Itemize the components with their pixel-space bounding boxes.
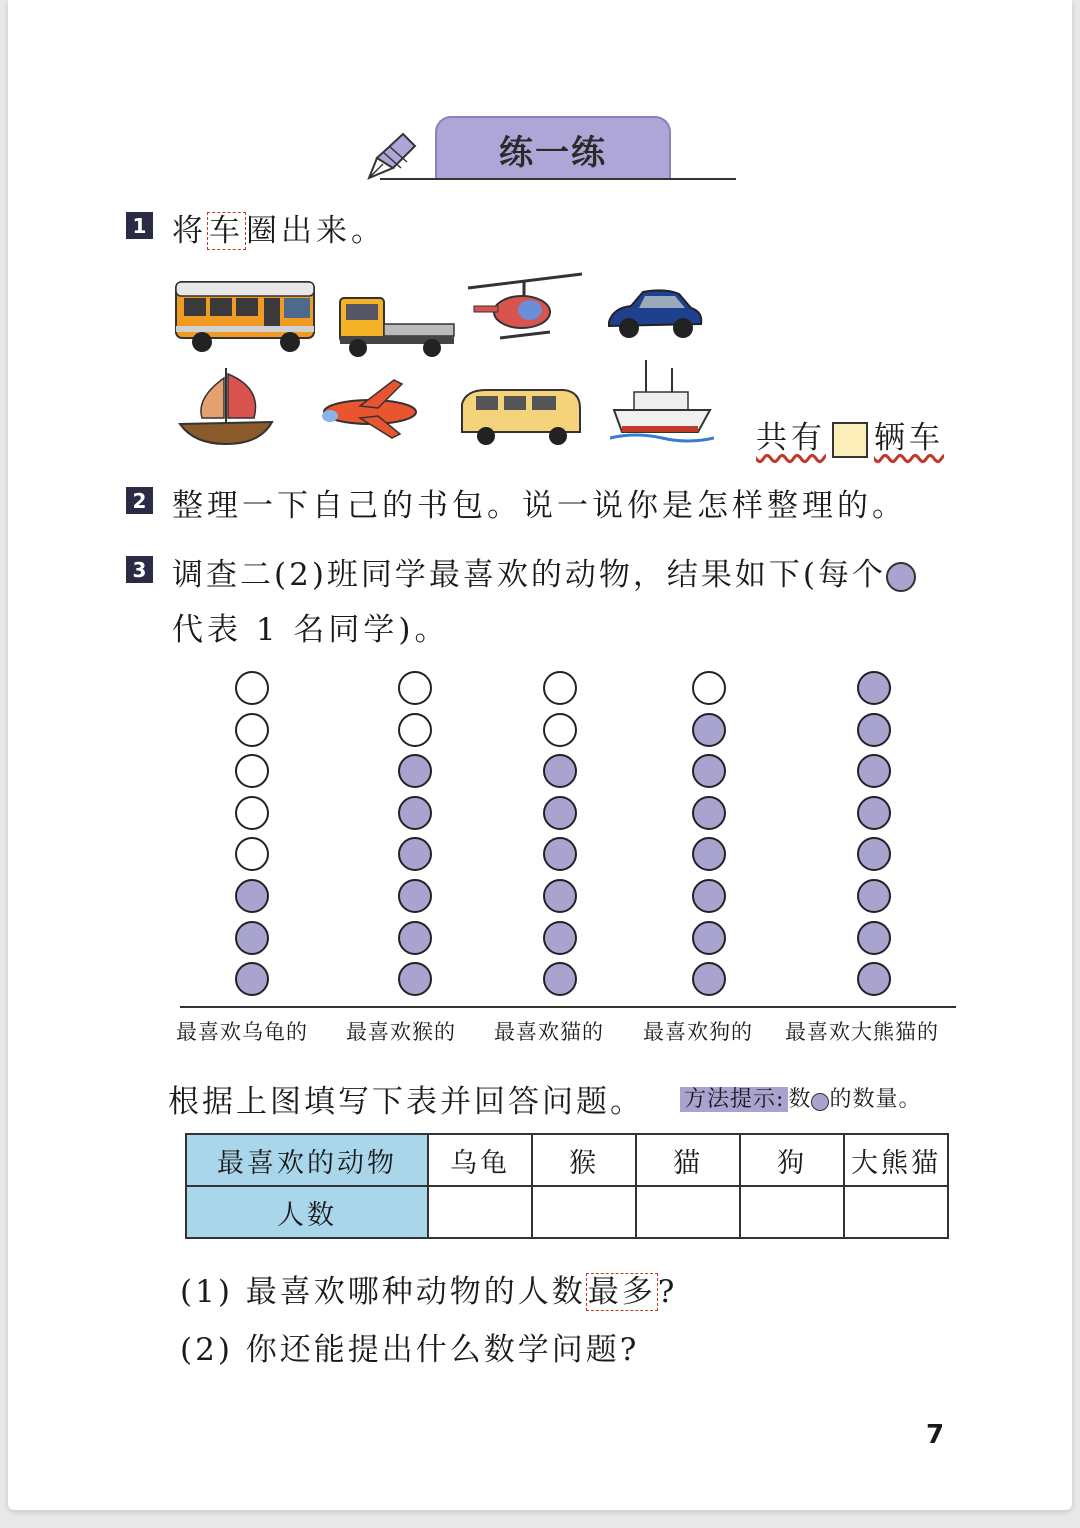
empty-circle (398, 671, 432, 705)
sub-question-2: (2) 你还能提出什么数学问题? (180, 1332, 640, 1368)
table-animal-dog: 狗 (740, 1134, 844, 1186)
count-cell-monkey[interactable] (532, 1186, 636, 1238)
count-cell-cat[interactable] (636, 1186, 740, 1238)
column-turtle (235, 671, 271, 1004)
helicopter-icon[interactable] (464, 268, 586, 350)
label-cat: 最喜欢猫的 (494, 1020, 604, 1044)
table-count-row (186, 1186, 948, 1238)
filled-circle (692, 837, 726, 871)
filled-circle (398, 921, 432, 955)
filled-circle (857, 713, 891, 747)
column-panda (857, 671, 893, 1004)
small-filled-circle-icon (811, 1093, 829, 1111)
table-animal-turtle: 乌龟 (428, 1134, 532, 1186)
sub1-prefix: (1) 最喜欢哪种动物的人数 (180, 1274, 586, 1310)
label-monkey: 最喜欢猴的 (346, 1020, 456, 1044)
filled-circle (857, 962, 891, 996)
filled-circle (398, 796, 432, 830)
hint-label: 方法提示: (680, 1087, 788, 1112)
filled-circle (543, 879, 577, 913)
hint-before: 数 (788, 1087, 812, 1112)
truck-icon[interactable] (340, 298, 454, 357)
q1-answer-prefix: 共有 (756, 420, 826, 456)
page-number: 7 (926, 1420, 945, 1450)
table-animal-monkey: 猴 (532, 1134, 636, 1186)
filled-circle (857, 921, 891, 955)
q1-boxed-char: 车 (209, 213, 244, 249)
filled-circle (543, 837, 577, 871)
column-dog (692, 671, 728, 1004)
label-turtle: 最喜欢乌龟的 (176, 1020, 308, 1044)
sub1-boxed: 最多 (587, 1274, 656, 1310)
empty-circle (235, 671, 269, 705)
title-underline (380, 178, 736, 180)
hint-after: 的数量。 (829, 1087, 922, 1112)
filled-circle (857, 837, 891, 871)
count-cell-dog[interactable] (740, 1186, 844, 1238)
filled-circle (398, 879, 432, 913)
column-monkey (398, 671, 434, 1004)
table-instruction: 根据上图填写下表并回答问题。 (168, 1084, 644, 1120)
sailboat-icon[interactable] (176, 364, 276, 450)
sub-question-1 (180, 1266, 677, 1311)
ship-icon[interactable] (610, 356, 714, 446)
q1-answer-box[interactable] (832, 422, 868, 458)
q1-answer-suffix: 辆车 (874, 420, 944, 456)
filled-circle (543, 921, 577, 955)
filled-circle (692, 796, 726, 830)
question-1-text (172, 205, 386, 250)
filled-circle (543, 754, 577, 788)
filled-circle (857, 671, 891, 705)
filled-circle-icon (886, 562, 916, 592)
section-title: 练一练 (435, 116, 671, 180)
question-number-3: 3 (126, 556, 153, 583)
filled-circle (543, 796, 577, 830)
q1-answer-line (756, 412, 944, 458)
filled-circle (398, 837, 432, 871)
pen-icon (363, 128, 423, 184)
van-icon[interactable] (456, 384, 586, 448)
car-icon[interactable] (605, 284, 705, 346)
filled-circle (692, 879, 726, 913)
bus-icon[interactable] (172, 276, 320, 358)
label-dog: 最喜欢狗的 (643, 1020, 753, 1044)
table-header-label: 最喜欢的动物 (186, 1134, 428, 1186)
method-hint (680, 1082, 921, 1113)
filled-circle (857, 754, 891, 788)
filled-circle (398, 754, 432, 788)
pictograph-baseline (180, 1006, 956, 1008)
filled-circle (398, 962, 432, 996)
filled-circle (692, 921, 726, 955)
empty-circle (543, 713, 577, 747)
empty-circle (235, 837, 269, 871)
empty-circle (398, 713, 432, 747)
animal-count-table (185, 1133, 949, 1239)
table-header-row (186, 1134, 948, 1186)
label-panda: 最喜欢大熊猫的 (785, 1020, 939, 1044)
sub1-suffix: ? (657, 1274, 678, 1310)
question-number-1: 1 (126, 212, 153, 239)
filled-circle (235, 879, 269, 913)
question-2-text: 整理一下自己的书包。说一说你是怎样整理的。 (172, 488, 907, 524)
column-cat (543, 671, 579, 1004)
empty-circle (235, 713, 269, 747)
workbook-page (8, 0, 1072, 1510)
filled-circle (543, 962, 577, 996)
count-cell-turtle[interactable] (428, 1186, 532, 1238)
filled-circle (857, 879, 891, 913)
count-cell-panda[interactable] (844, 1186, 948, 1238)
q1-text-before: 将 (172, 213, 207, 249)
airplane-icon[interactable] (320, 376, 420, 442)
table-row-label: 人数 (186, 1186, 428, 1238)
empty-circle (692, 671, 726, 705)
question-3-line2: 代表 1 名同学)。 (172, 612, 450, 648)
question-3-line1 (172, 549, 916, 594)
empty-circle (235, 796, 269, 830)
q1-text-after: 圈出来。 (246, 213, 386, 249)
empty-circle (235, 754, 269, 788)
question-number-2: 2 (126, 487, 153, 514)
filled-circle (235, 962, 269, 996)
filled-circle (235, 921, 269, 955)
empty-circle (543, 671, 577, 705)
filled-circle (692, 713, 726, 747)
q3-line1-text: 调查二(2)班同学最喜欢的动物，结果如下(每个 (172, 557, 887, 593)
filled-circle (692, 754, 726, 788)
table-animal-panda: 大熊猫 (844, 1134, 948, 1186)
filled-circle (857, 796, 891, 830)
table-animal-cat: 猫 (636, 1134, 740, 1186)
filled-circle (692, 962, 726, 996)
